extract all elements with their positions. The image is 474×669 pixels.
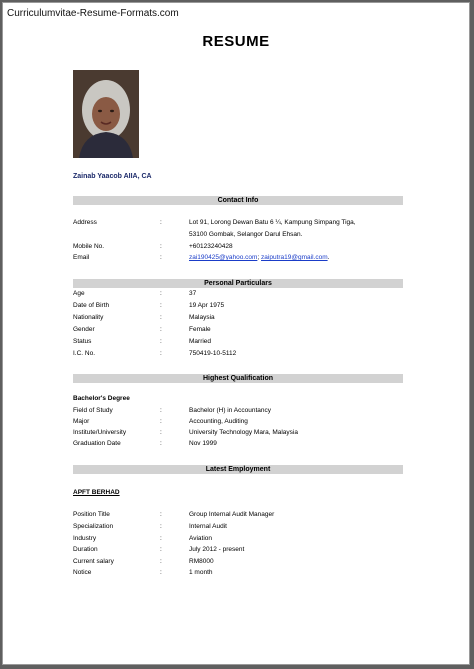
email-end: .	[327, 254, 330, 261]
separator: :	[160, 338, 162, 345]
personal-value: Married	[189, 338, 212, 345]
email-link-2[interactable]: zaiputra19@gmail.com	[261, 254, 328, 261]
company-name: APFT BERHAD	[73, 489, 120, 496]
section-highest-qualification: Highest Qualification	[73, 374, 403, 383]
separator: :	[160, 429, 162, 436]
employment-label: Duration	[73, 546, 98, 553]
email-label: Email	[73, 254, 90, 261]
degree-heading: Bachelor's Degree	[73, 395, 130, 402]
separator: :	[160, 243, 162, 250]
employment-label: Specialization	[73, 523, 114, 530]
separator: :	[160, 511, 162, 518]
personal-label: Gender	[73, 326, 95, 333]
employment-label: Notice	[73, 569, 92, 576]
separator: :	[160, 535, 162, 542]
email-values	[189, 254, 329, 261]
separator: :	[160, 219, 162, 226]
qualification-value: Nov 1999	[189, 440, 217, 447]
qualification-value: Bachelor (H) in Accountancy	[189, 407, 272, 414]
employment-value: Internal Audit	[189, 523, 227, 530]
qualification-label: Graduation Date	[73, 440, 121, 447]
personal-value: 37	[189, 290, 197, 297]
address-label: Address	[73, 219, 97, 226]
watermark: Curriculumvitae-Resume-Formats.com	[7, 8, 179, 19]
page-title: RESUME	[202, 33, 270, 50]
qualification-value: Accounting, Auditing	[189, 418, 248, 425]
resume-page	[2, 2, 470, 665]
separator: :	[160, 350, 162, 357]
separator: :	[160, 407, 162, 414]
address-line-2: 53100 Gombak, Selangor Darul Ehsan.	[189, 231, 303, 238]
employment-label: Industry	[73, 535, 97, 542]
personal-value: Female	[189, 326, 211, 333]
separator: :	[160, 569, 162, 576]
separator: :	[160, 523, 162, 530]
personal-value: 750419-10-5112	[189, 350, 237, 357]
candidate-name: Zainab Yaacob AIIA, CA	[73, 173, 152, 180]
employment-label: Current salary	[73, 558, 114, 565]
separator: :	[160, 302, 162, 309]
qualification-value: University Technology Mara, Malaysia	[189, 429, 298, 436]
personal-value: 19 Apr 1975	[189, 302, 225, 309]
employment-value: July 2012 - present	[189, 546, 245, 553]
section-latest-employment: Latest Employment	[73, 465, 403, 474]
personal-value: Malaysia	[189, 314, 215, 321]
personal-label: Date of Birth	[73, 302, 110, 309]
separator: :	[160, 418, 162, 425]
employment-value: Group Internal Audit Manager	[189, 511, 275, 518]
qualification-label: Field of Study	[73, 407, 113, 414]
qualification-label: Major	[73, 418, 90, 425]
employment-value: 1 month	[189, 569, 213, 576]
email-link-1[interactable]: zai190425@yahoo.com	[189, 254, 258, 261]
personal-label: Status	[73, 338, 92, 345]
mobile-value: +60123240428	[189, 243, 233, 250]
separator: :	[160, 254, 162, 261]
separator: :	[160, 326, 162, 333]
section-personal-particulars: Personal Particulars	[73, 279, 403, 288]
separator: :	[160, 558, 162, 565]
employment-label: Position Title	[73, 511, 110, 518]
separator: :	[160, 546, 162, 553]
personal-label: I.C. No.	[73, 350, 96, 357]
qualification-label: Institute/University	[73, 429, 127, 436]
profile-photo	[73, 70, 139, 158]
separator: :	[160, 290, 162, 297]
email-separator: ;	[257, 254, 262, 261]
mobile-label: Mobile No.	[73, 243, 105, 250]
personal-label: Age	[73, 290, 85, 297]
section-contact-info: Contact Info	[73, 196, 403, 205]
separator: :	[160, 314, 162, 321]
separator: :	[160, 440, 162, 447]
employment-value: Aviation	[189, 535, 213, 542]
address-line-1: Lot 91, Lorong Dewan Batu 6 ¼, Kampung Simpang Tiga,	[189, 219, 356, 226]
employment-value: RM8000	[189, 558, 214, 565]
personal-label: Nationality	[73, 314, 104, 321]
